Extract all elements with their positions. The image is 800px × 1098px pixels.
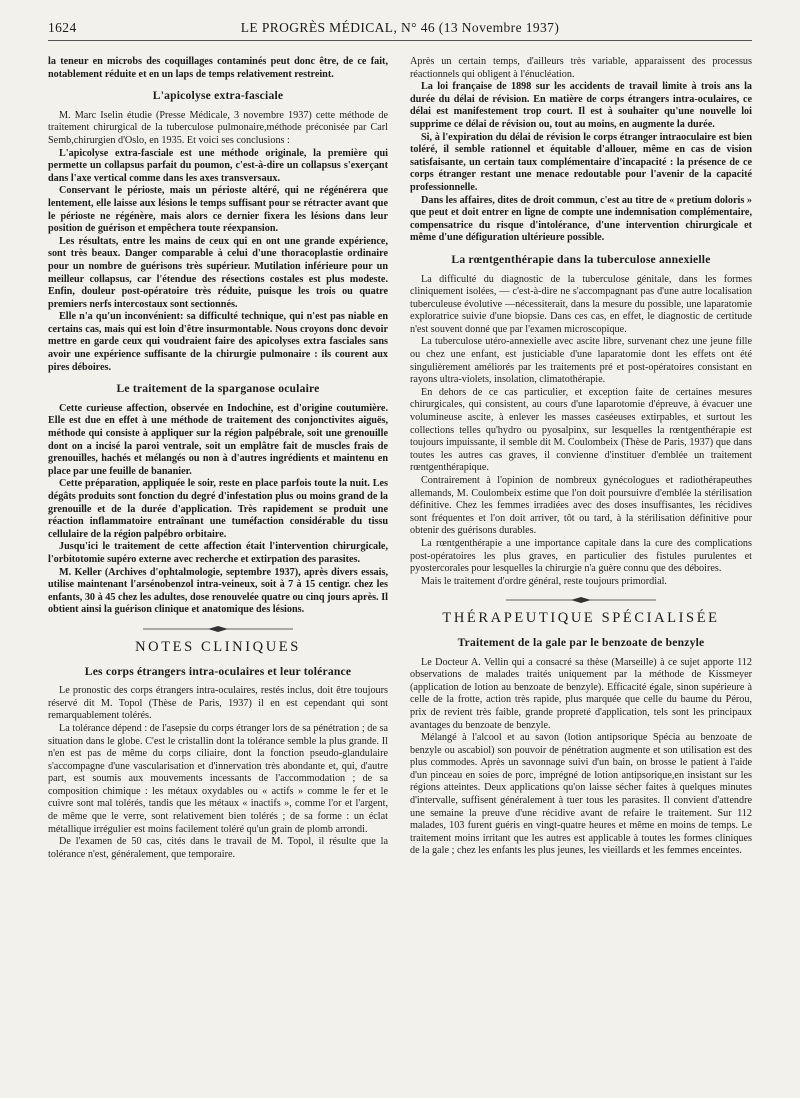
paragraph: La tolérance dépend : de l'asepsie du corps étranger lors de sa pénétration ; de sa situation dans le globe. C'est le cristallin dont la tolérance semble la plus grande. Il n'en est pas de même du corps ciliaire, dont la fonction pseudo-glandulaire s'accompagne d'une vascularisation et d'innervation très abondante et, qui, d'autre part, est soumis aux mouvements incessants de l'accommodation ; de sa composition chimique : les métaux oxydables ou « actifs » comme le fer et le cuivre sont mal tolérés, tandis que les métaux « inactifs », comme l'or et l'argent, de même que le verre, sont relativement bien tolérés ; de sa forme : un éclat métallique irrégulier est moins facilement toléré qu'un grain de plomb arrondi. [48,722,388,835]
paragraph: Le Docteur A. Vellin qui a consacré sa thèse (Marseille) à ce sujet apporte 112 observations de malades traités uniquement par la méthode de Kissmeyer (application de lotion au benzoate de benzyle). Efficacité égale, sinon supérieure à celle de la frotte, action très rapide, plus marquée que celle du baume du Pérou, prix de revient très faible, grande propreté d'application, tels sont les principaux avantages du benzoate de benzyle. [410,656,752,731]
paragraph: Les résultats, entre les mains de ceux qui en ont une grande expérience, sont très beaux. Danger comparable à celui d'une thoracoplastie ordinaire pour un nombre de guérisons très supérieur. Mutilation inférieure pour un meilleur collapsus, car l'étendue des résections costales est plus modeste. Enfin, douleur post-opératoire très réduite, puisque les trois ou quatre premiers nerfs intercostaux sont sectionnés. [48,235,388,310]
section-heading-corps: Les corps étrangers intra-oculaires et leur tolérance [84,664,352,678]
right-column [410,56,752,858]
section-heading-gale: Traitement de la gale par le benzoate de benzyle [457,635,705,649]
paragraph: Mélangé à l'alcool et au savon (lotion antipsorique Spécia au benzoate de benzyle ou ascabiol) son pouvoir de pénétration augmente et son utilisation est des plus commodes. Après un savonnage suivi d'un bain, on brosse le patient à l'aide d'un pinceau en soies de porc, imprégné de lotion antipsorique,en insistant sur les régions atteintes. Deux applications qu'on laisse sécher faites à quelques minutes d'intervalle, suffisent généralement à tuer tous les parasites. Il convient d'attendre une semaine la preuve d'une récidive avant de refaire le traitement. Sur 112 malades, 103 furent guéris en vingt-quatre heures et même en moins de temps. Le traitement moins irritant que les autres est applicable à toutes les formes cliniques de la gale ; chez les enfants les plus jeunes, les vieillards et les femmes enceintes. [410,732,752,857]
paragraph: La rœntgenthérapie a une importance capitale dans la cure des complications post-opératoires les plus graves, en particulier des fistules purulentes et pyostercorales pour lesquelles la chirurgie n'a guère connu que des déboires. [410,537,752,575]
paragraph: En dehors de ce cas particulier, et exception faite de certaines mesures chirurgicales, qui consistent, au cours d'une laparotomie d'épreuve, à évacuer une volumineuse ascite, à enlever les masses caséeuses extirpables, et surtout les collections telles qu'hydro ou pyosalpinx, sur lesquelles la rœntgenthérapie est toujours impuissante, il semble dit M. Coulombeix (Thèse de Paris, 1937) que dans toutes les autres cas graves, il convienne d'instituer d'emblée un traitement rœntgenthérapique. [410,386,752,474]
paragraph: Cette préparation, appliquée le soir, reste en place parfois toute la nuit. Les dégâts produits sont fonction du degré d'infestation plus ou moins grand de la grenouille et de la durée d'application. Très rapidement se produit une réaction inflammatoire entraînant une tuméfaction considérable du tissu cellulaire de la région palpébro orbitaire. [48,478,388,540]
section-heading-roentgen: La rœntgenthérapie dans la tuberculose annexielle [451,252,711,266]
paragraph: Si, à l'expiration du délai de révision le corps étranger intraoculaire est bien toléré, il semble rationnel et équitable d'allouer, même en cas de vision satisfaisante, un certain taux complémentaire d'incapacité : la présence de ce corps étranger restant une menace redoutable pour l'avenir de la capacité professionnelle. [410,131,752,193]
page-number: 1624 [48,20,77,35]
paragraph: M. Marc Iselin étudie (Presse Médicale, 3 novembre 1937) cette méthode de traitement chirurgical de la tuberculose pulmonaire,méthode préconisée par Carl Semb,chirurgien d'Oslo, en 1935. Et voici ses conclusions : [48,109,388,146]
left-column [48,56,388,861]
notes-cliniques-heading: NOTES CLINIQUES [135,638,301,655]
paragraph: Cette curieuse affection, observée en Indochine, est d'origine coutumière. Elle est due en effet à une méthode de traitement des conjonctivites aiguës, méthode qui consiste à appliquer sur la région palpébrale, soit une grenouille dont on a incisé la paroi ventrale, soit un emplâtre fait de muscles frais de grenouilles, hachés et mélangés ou non à d'autres ingrédients et maintenu en place par une feuille de bananier. [48,402,388,477]
paragraph: Jusqu'ici le traitement de cette affection était l'intervention chirurgicale, l'orbitotomie supéro externe avec recherche et extirpation des parasites. [48,541,388,565]
paragraph: M. Keller (Archives d'ophtalmologie, septembre 1937), après divers essais, utilise maintenant l'arsénobenzol intra-veineux, soit à 7 à 15 centigr. chez les enfants, 30 à 45 chez les adultes, dose renouvelée quatre ou cinq jours après. Il obtient ainsi la guérison clinique et anatomique des lésions. [48,566,388,616]
section-heading-apicolyse: L'apicolyse extra-fasciale [152,89,284,103]
ornament-divider [48,625,388,633]
paragraph: Après un certain temps, d'ailleurs très variable, apparaissent des processus réactionnels qui obligent à l'énucléation. [410,56,752,80]
paragraph: De l'examen de 50 cas, cités dans le travail de M. Topol, il résulte que la tolérance n'est, généralement, que temporaire. [48,836,388,860]
journal-title: LE PROGRÈS MÉDICAL, N° 46 (13 Novembre 1937) [240,20,560,35]
paragraph: Contrairement à l'opinion de nombreux gynécologues et radiothérapeuthes allemands, M. Coulombeix estime que l'on doit poursuivre d'emblée la stérilisation définitive. Chez les femmes irradiées avec des doses insuffisantes, les récidives sont fréquentes et l'on doit arriver, tôt ou tard, à la stérilisation définitive pour obtenir des guérisons durables. [410,475,752,537]
paragraph: La tuberculose utéro-annexielle avec ascite libre, survenant chez une jeune fille ou chez une enfant, est justiciable d'une laparatomie dont les effets ont été singulièrement améliorés par les traitements pré et post-opératoires consistant en rayons ultra-violets, insolation, climatothérapie. [410,336,752,386]
ornament-divider [410,596,752,604]
paragraph: Mais le traitement d'ordre général, reste toujours primordial. [421,575,667,587]
paragraph: La loi française de 1898 sur les accidents de travail limite à trois ans la durée du délai de révision. En matière de corps étrangers intra-oculaires, ce délai est manifestement trop court. Il est à souhaiter qu'une nouvelle loi supprime ce délai de révision ou, tout au moins, en augmente la durée. [410,81,752,130]
paragraph: Le pronostic des corps étrangers intra-oculaires, restés inclus, doit être toujours réservé dit M. Topol (Thèse de Paris, 1937) il en est cependant qui sont remarquablement tolérés. [48,685,388,722]
running-header [48,20,752,41]
therapeutique-heading: THÉRAPEUTIQUE SPÉCIALISÉE [442,610,720,627]
paragraph: Conservant le périoste, mais un périoste altéré, qui ne régénérera que lentement, elle laisse aux lésions le temps suffisant pour se rétracter avant que le périoste ne régénère, mais alors ce dernier fixera les lésions dans leur position de guérison et empêchera toute réexpansion. [48,185,388,235]
paragraph: Elle n'a qu'un inconvénient: sa difficulté technique, qui n'est pas niable en certains cas, mais qui est loin d'être insurmontable. Nous croyons donc devoir mettre en garde ceux qui voudraient faire des apicolyses extra fasciales sans avoir une expérience suffisante de la chirurgie pulmonaire : ils courent aux pires déboires. [48,311,388,373]
paragraph: Dans les affaires, dites de droit commun, c'est au titre de « pretium doloris » que peut et doit entrer en ligne de compte une indemnisation complémentaire, compensatrice du risque d'intolérance, d'une intervention chirurgicale et même d'une défiguration ultérieure possible. [410,194,752,244]
paragraph: la teneur en microbs des coquillages contaminés peut donc être, de ce fait, notablement réduite et en un laps de temps relativement restreint. [48,56,388,80]
section-heading-sparganose: Le traitement de la sparganose oculaire [116,382,320,396]
paragraph: La difficulté du diagnostic de la tuberculose génitale, dans les formes cliniquement isolées, — c'est-à-dire ne s'accompagnant pas d'une autre localisation tuberculeuse évolutive —nécessiterait, dans la mesure du possible, une laparatomie exploratrice suivie d'une biopsie. Dans ces cas, en effet, le diagnostic de certitude n'est souvent donné que par l'examen microscopique. [410,273,752,335]
paragraph: L'apicolyse extra-fasciale est une méthode originale, la première qui permette un collapsus parfait du poumon, c'est-à-dire un collapsus s'exerçant dans l'axe vertical comme dans les axes transversaux. [48,147,388,184]
